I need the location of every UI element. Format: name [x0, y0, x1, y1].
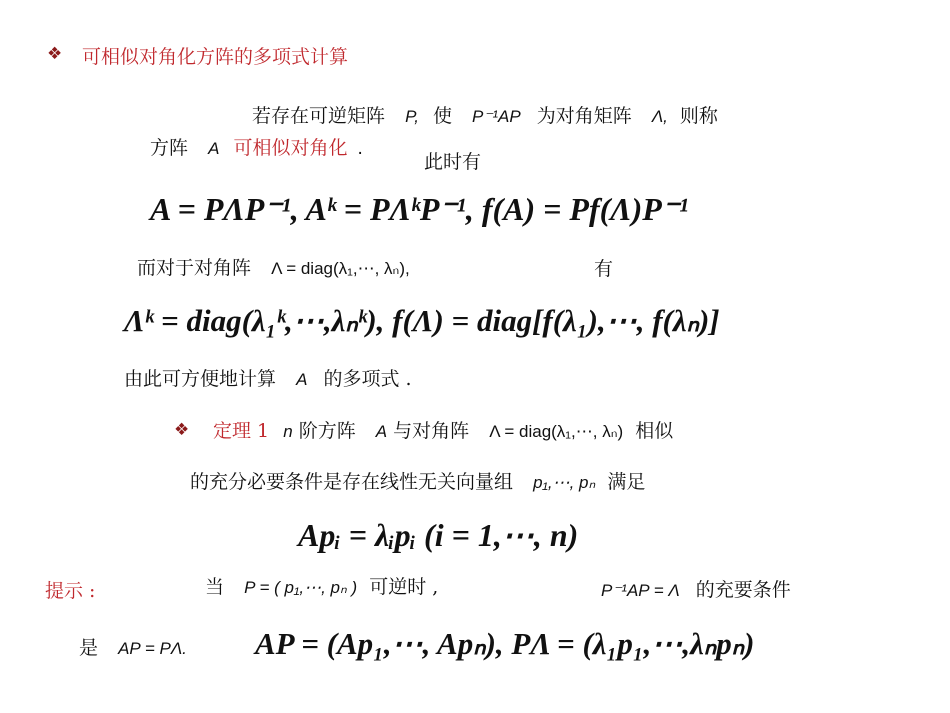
section-title: 可相似对角化方阵的多项式计算	[82, 46, 349, 68]
hint-line2	[79, 633, 187, 660]
para1-line1	[252, 101, 718, 128]
para1-pinv-ap: P⁻¹AP	[472, 107, 521, 126]
hint-cond: P⁻¹AP = Λ	[601, 581, 680, 600]
formula-1: A = PΛP⁻¹, Aᵏ = PΛᵏP⁻¹, f(A) = Pf(Λ)P⁻¹	[150, 191, 689, 227]
bullet-icon: ❖	[47, 44, 63, 64]
formula-4: AP = (Ap₁,⋯, Apₙ), PΛ = (λ₁p₁,⋯,λₙpₙ)	[255, 626, 755, 661]
theorem-expr: Λ = diag(λ₁,⋯, λₙ)	[489, 422, 624, 441]
formula-3: Apᵢ = λᵢpᵢ (i = 1,⋯, n)	[298, 517, 579, 553]
compute-line	[124, 364, 412, 391]
theorem-manzu: 满足	[607, 471, 646, 493]
theorem-line2-text: 的充分必要条件是存在线性无关向量组	[190, 471, 514, 493]
compute-line-text: 由此可方便地计算	[124, 368, 277, 390]
theorem-label: 定理 1	[213, 420, 270, 442]
theorem-text1: 阶方阵	[298, 420, 356, 442]
hint-line1	[205, 572, 438, 599]
diag-line-you: 有	[594, 258, 614, 280]
para1-A: A	[208, 139, 220, 158]
hint-kenishi: 可逆时 ,	[369, 576, 439, 598]
theorem-line1	[213, 416, 673, 443]
para1-zecheng: 则称	[679, 105, 718, 127]
compute-line-A: A	[296, 370, 308, 389]
formula-2: Λᵏ = diag(λ₁ᵏ,⋯,λₙᵏ), f(Λ) = diag[f(λ₁),⋯, f(λₙ)]	[124, 303, 720, 338]
para1-line2	[150, 133, 363, 160]
diag-line-expr: Λ = diag(λ₁,⋯, λₙ),	[271, 259, 410, 278]
para1-P: P,	[405, 107, 419, 126]
diag-line	[137, 253, 410, 280]
hint-pdef: P = ( p₁,⋯, pₙ )	[244, 578, 358, 597]
hint-cond-line	[601, 575, 791, 602]
hint-chongyao: 的充要条件	[695, 579, 791, 601]
theorem-text3: 相似	[635, 420, 674, 442]
hint-dang: 当	[205, 576, 225, 598]
hint-ap: AP = PΛ.	[118, 639, 187, 658]
para1-text-b: 为对角矩阵	[536, 105, 632, 127]
hint-label: 提示 :	[45, 580, 96, 602]
theorem-n: n	[283, 422, 293, 441]
diag-line-text: 而对于对角阵	[137, 257, 252, 279]
theorem-bullet-icon: ❖	[174, 420, 190, 440]
theorem-vectors: p₁,⋯, pₙ	[533, 473, 596, 492]
theorem-A: A	[375, 422, 388, 441]
para1-dot: .	[357, 138, 363, 159]
para1-shi: 使	[432, 105, 452, 127]
para1-cishi: 此时有	[424, 151, 482, 173]
para1-keduijiao: 可相似对角化	[233, 137, 348, 159]
compute-line-suffix: 的多项式 .	[323, 368, 412, 390]
theorem-line2	[190, 467, 645, 494]
theorem-text2: 与对角阵	[393, 420, 470, 442]
para1-lambda: Λ,	[651, 107, 668, 126]
para1-fangzhen: 方阵	[150, 137, 189, 159]
hint-shi: 是	[79, 637, 99, 659]
para1-text-a: 若存在可逆矩阵	[252, 105, 386, 127]
